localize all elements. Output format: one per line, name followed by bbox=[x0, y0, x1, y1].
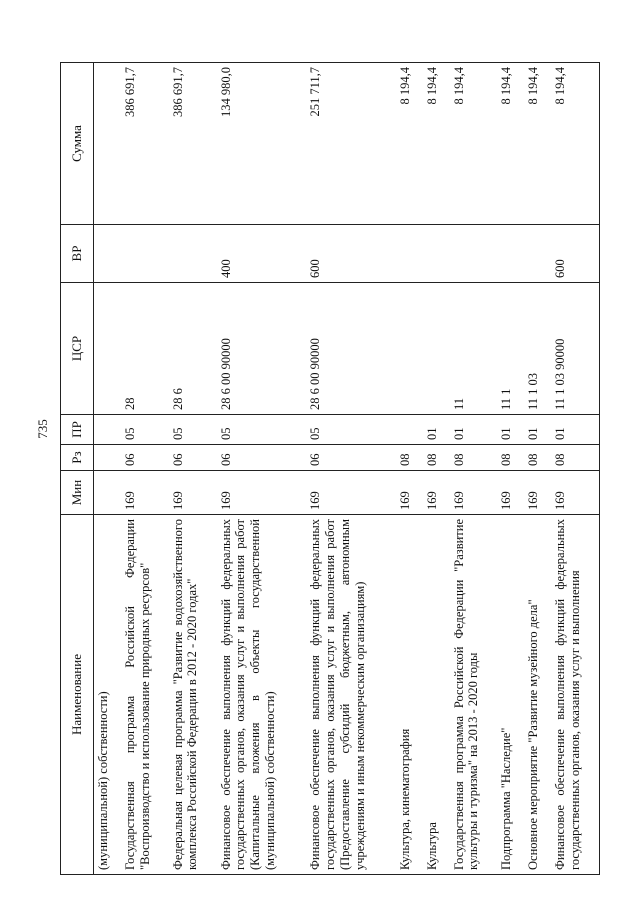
cell-csr: 11 1 03 bbox=[524, 283, 551, 415]
cell-csr: 28 6 00 90000 bbox=[306, 283, 396, 415]
cell-csr: 28 6 00 90000 bbox=[217, 283, 307, 415]
cell-csr: 11 1 03 90000 bbox=[551, 283, 600, 415]
cell-min bbox=[94, 471, 121, 515]
cell-name: Финансовое обеспечение выполнения функций федеральных государственных органов, оказания услуг и выполнения bbox=[551, 515, 600, 875]
cell-sum bbox=[94, 63, 121, 225]
table-row bbox=[94, 63, 121, 875]
cell-rz: 08 bbox=[423, 445, 450, 471]
cell-vr bbox=[396, 225, 423, 283]
table-row bbox=[169, 63, 217, 875]
cell-name: Культура, кинематография bbox=[396, 515, 423, 875]
cell-pr: 05 bbox=[121, 415, 169, 445]
cell-sum: 8 194,4 bbox=[396, 63, 423, 225]
cell-rz: 08 bbox=[497, 445, 524, 471]
cell-vr bbox=[423, 225, 450, 283]
cell-min: 169 bbox=[524, 471, 551, 515]
table-row bbox=[396, 63, 423, 875]
cell-rz: 06 bbox=[169, 445, 217, 471]
cell-sum: 8 194,4 bbox=[524, 63, 551, 225]
cell-sum: 251 711,7 bbox=[306, 63, 396, 225]
cell-vr bbox=[94, 225, 121, 283]
cell-rz: 06 bbox=[217, 445, 307, 471]
col-header-rz: Рз bbox=[61, 445, 94, 471]
cell-min: 169 bbox=[306, 471, 396, 515]
rotated-table-wrapper bbox=[60, 63, 600, 875]
cell-pr: 01 bbox=[497, 415, 524, 445]
cell-name: Государственная программа Российской Федерации "Воспроизводство и использование природных ресурсов" bbox=[121, 515, 169, 875]
cell-rz: 08 bbox=[396, 445, 423, 471]
table-row bbox=[121, 63, 169, 875]
cell-csr bbox=[94, 283, 121, 415]
cell-pr: 01 bbox=[450, 415, 498, 445]
cell-vr bbox=[121, 225, 169, 283]
cell-name: Государственная программа Российской Федерации "Развитие культуры и туризма" на 2013 - 2020 годы bbox=[450, 515, 498, 875]
cell-csr: 28 bbox=[121, 283, 169, 415]
table-row bbox=[306, 63, 396, 875]
cell-pr bbox=[94, 415, 121, 445]
cell-pr: 05 bbox=[217, 415, 307, 445]
cell-min: 169 bbox=[169, 471, 217, 515]
cell-min: 169 bbox=[121, 471, 169, 515]
cell-sum: 8 194,4 bbox=[497, 63, 524, 225]
cell-sum: 386 691,7 bbox=[121, 63, 169, 225]
cell-vr bbox=[497, 225, 524, 283]
cell-csr: 11 bbox=[450, 283, 498, 415]
cell-rz: 08 bbox=[524, 445, 551, 471]
cell-rz: 06 bbox=[121, 445, 169, 471]
table-row bbox=[450, 63, 498, 875]
cell-csr: 28 6 bbox=[169, 283, 217, 415]
cell-pr: 01 bbox=[423, 415, 450, 445]
cell-name: (муниципальной) собственности) bbox=[94, 515, 121, 875]
cell-rz: 08 bbox=[551, 445, 600, 471]
col-header-name: Наименование bbox=[61, 515, 94, 875]
page-number: 735 bbox=[35, 419, 50, 439]
cell-pr: 05 bbox=[169, 415, 217, 445]
cell-name: Культура bbox=[423, 515, 450, 875]
col-header-pr: ПР bbox=[61, 415, 94, 445]
cell-name: Финансовое обеспечение выполнения функций федеральных государственных органов, оказания услуг и выполнения работ (Предоставление субсидий бюджетным, автономным учреждениям и иным некоммерческим организациям) bbox=[306, 515, 396, 875]
cell-min: 169 bbox=[217, 471, 307, 515]
cell-min: 169 bbox=[423, 471, 450, 515]
cell-name: Федеральная целевая программа "Развитие водохозяйственного комплекса Российской Федерации в 2012 - 2020 годах" bbox=[169, 515, 217, 875]
cell-min: 169 bbox=[497, 471, 524, 515]
cell-csr bbox=[423, 283, 450, 415]
cell-sum: 8 194,4 bbox=[551, 63, 600, 225]
cell-sum: 386 691,7 bbox=[169, 63, 217, 225]
cell-rz: 08 bbox=[450, 445, 498, 471]
cell-min: 169 bbox=[396, 471, 423, 515]
col-header-csr: ЦСР bbox=[61, 283, 94, 415]
cell-min: 169 bbox=[551, 471, 600, 515]
cell-min: 169 bbox=[450, 471, 498, 515]
budget-table bbox=[60, 62, 600, 875]
cell-vr bbox=[524, 225, 551, 283]
table-row bbox=[497, 63, 524, 875]
col-header-min: Мин bbox=[61, 471, 94, 515]
cell-sum: 8 194,4 bbox=[450, 63, 498, 225]
cell-pr: 01 bbox=[551, 415, 600, 445]
table-row bbox=[423, 63, 450, 875]
cell-csr bbox=[396, 283, 423, 415]
cell-csr: 11 1 bbox=[497, 283, 524, 415]
table-row bbox=[524, 63, 551, 875]
col-header-sum: Сумма bbox=[61, 63, 94, 225]
cell-vr: 600 bbox=[306, 225, 396, 283]
table-row bbox=[217, 63, 307, 875]
cell-vr bbox=[450, 225, 498, 283]
table-header-row bbox=[61, 63, 94, 875]
cell-name: Основное мероприятие "Развитие музейного дела" bbox=[524, 515, 551, 875]
cell-pr: 01 bbox=[524, 415, 551, 445]
cell-name: Финансовое обеспечение выполнения функций федеральных государственных органов, оказания услуг и выполнения работ (Капитальные вложения в объекты государственной (муниципальной) собственности) bbox=[217, 515, 307, 875]
cell-pr: 05 bbox=[306, 415, 396, 445]
cell-vr bbox=[169, 225, 217, 283]
col-header-vr: ВР bbox=[61, 225, 94, 283]
cell-rz: 06 bbox=[306, 445, 396, 471]
cell-vr: 400 bbox=[217, 225, 307, 283]
cell-sum: 134 980,0 bbox=[217, 63, 307, 225]
cell-sum: 8 194,4 bbox=[423, 63, 450, 225]
cell-vr: 600 bbox=[551, 225, 600, 283]
table-row bbox=[551, 63, 600, 875]
cell-rz bbox=[94, 445, 121, 471]
cell-pr bbox=[396, 415, 423, 445]
cell-name: Подпрограмма "Наследие" bbox=[497, 515, 524, 875]
